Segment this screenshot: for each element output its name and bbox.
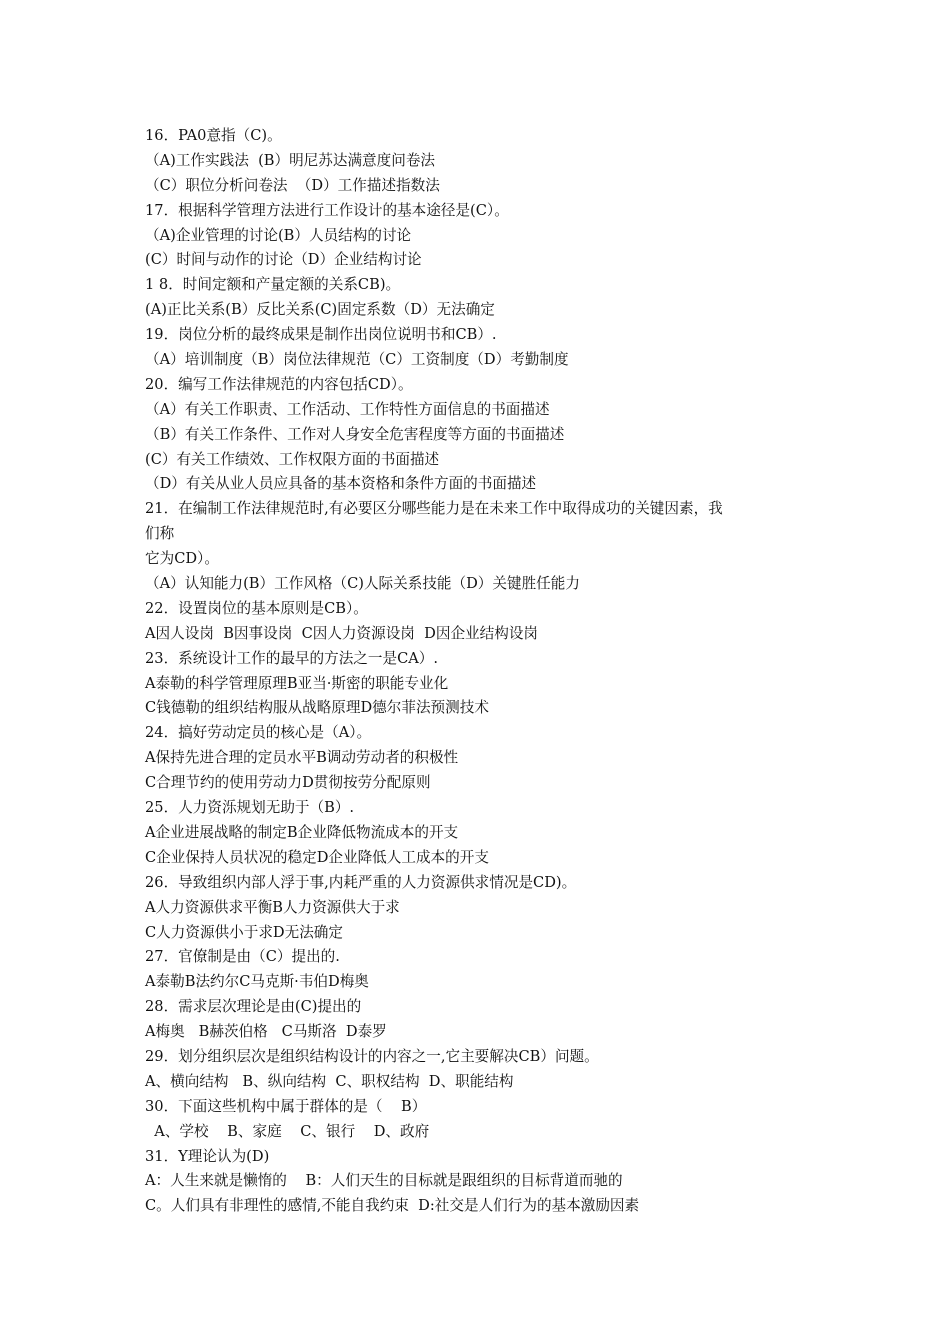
text-line: 1 8．时间定额和产量定额的关系CB)。	[145, 276, 401, 294]
text-line: C合理节约的使用劳动力D贯彻按劳分配原则	[145, 774, 431, 792]
text-line: A因人设岗 B因事设岗 C因人力资源设岗 D因企业结构设岗	[145, 624, 539, 642]
text-line: 25．人力资泺规划无助于（B）.	[145, 799, 355, 817]
text-line: A、横向结构 B、纵向结构 C、职权结构 D、职能结构	[145, 1072, 514, 1090]
text-line: 21．在编制工作法律规范时,有必要区分哪些能力是在未来工作中取得成功的关键因素，我	[145, 500, 723, 518]
text-line: （B）有关工作条件、工作对人身安全危害程度等方面的书面描述	[145, 425, 565, 443]
text-line: 23．系统设计工作的最早的方法之一是CA）.	[145, 649, 439, 667]
text-line: A、学校 B、家庭 C、银行 D、政府	[145, 1122, 430, 1140]
text-line: A泰勒B法约尔C马克斯·韦伯D梅奥	[145, 973, 369, 991]
text-line: 17．根据科学管理方法进行工作设计的基本途径是(C）。	[145, 201, 509, 219]
text-line: C。人们具有非理性的感情,不能自我约束 D:社交是人们行为的基本激励因素	[145, 1197, 640, 1215]
text-line: 19．岗位分析的最终成果是制作出岗位说明书和CB）.	[145, 326, 497, 344]
text-line: （A)企业管理的讨论(B）人员结构的讨论	[145, 226, 412, 244]
text-line: 16．PA0意指（C)。	[145, 127, 282, 144]
text-line: 31．Y理论认为(D)	[145, 1147, 270, 1165]
text-line: （C）职位分析问卷法 （D）工作描述指数法	[145, 176, 440, 194]
text-line: （A）认知能力(B）工作风格（C)人际关系技能（D）关键胜任能力	[145, 575, 580, 593]
text-line: 26．导致组织内部人浮于事,内耗严重的人力资源供求情况是CD)。	[145, 873, 577, 891]
text-line: 29．划分组织层次是组织结构设计的内容之一,它主要解决CB）问题。	[145, 1047, 599, 1065]
text-line: （D）有关从业人员应具备的基本资格和条件方面的书面描述	[145, 475, 537, 493]
document-page	[145, 124, 825, 1219]
text-line: （A)工作实践法 (B）明尼苏达满意度问卷法	[145, 151, 436, 169]
text-line: C企业保持人员状况的稳定D企业降低人工成本的开支	[145, 848, 489, 866]
text-line: A人力资源供求平衡B人力资源供大于求	[145, 898, 400, 916]
text-line: (C）时间与动作的讨论（D）企业结构讨论	[145, 251, 422, 269]
text-line: (A)正比关系(B）反比关系(C)固定系数（D）无法确定	[145, 301, 495, 319]
text-line: （A）有关工作职责、工作活动、工作特性方面信息的书面描述	[145, 400, 550, 418]
text-line: A泰勒的科学管理原理B亚当·斯密的职能专业化	[145, 674, 449, 692]
text-line: 20．编写工作法律规范的内容包括CD）。	[145, 375, 413, 393]
text-line: A企业进展战略的制定B企业降低物流成本的开支	[145, 823, 459, 841]
text-line: (C）有关工作绩效、工作权限方面的书面描述	[145, 450, 440, 468]
text-line: A保持先进合理的定员水平B调动劳动者的积极性	[145, 749, 459, 767]
text-line: C人力资源供小于求D无法确定	[145, 923, 343, 941]
text-line: （A）培训制度（B）岗位法律规范（C）工资制度（D）考勤制度	[145, 351, 569, 369]
text-line: A：人生来就是懒惰的 B：人们天生的目标就是跟组织的目标背道而驰的	[145, 1172, 623, 1190]
text-line: 30．下面这些机构中属于群体的是（ B）	[145, 1097, 427, 1115]
text-line: C钱德勒的组织结构服从战略原理D德尔菲法预测技术	[145, 699, 489, 717]
text-line: 27．官僚制是由（C）提出的.	[145, 948, 340, 966]
text-line: 们称	[145, 525, 175, 543]
text-line: 它为CD）。	[145, 550, 219, 568]
text-line: 22．设置岗位的基本原则是CB）。	[145, 599, 368, 617]
text-line: 24．搞好劳动定员的核心是（A）。	[145, 724, 372, 742]
text-line: 28．需求层次理论是由(C)提出的	[145, 998, 362, 1016]
text-line: A梅奥 B赫茨伯格 C马斯洛 D泰罗	[145, 1023, 387, 1041]
